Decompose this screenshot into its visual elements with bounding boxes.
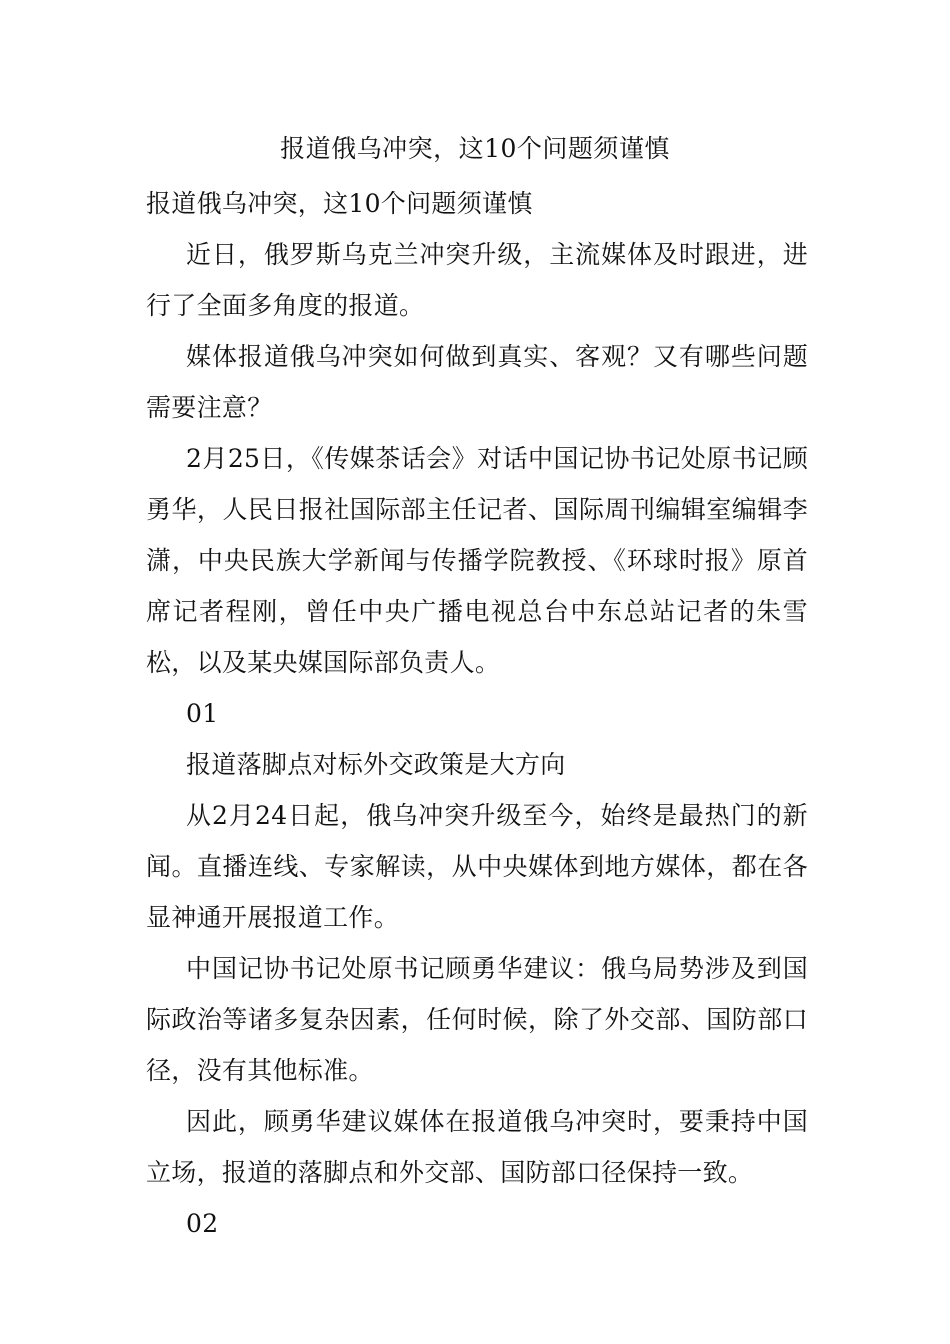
paragraph: 因此，顾勇华建议媒体在报道俄乌冲突时，要秉持中国立场，报道的落脚点和外交部、国防部口径保持一致。 <box>146 1107 808 1187</box>
paragraph: 媒体报道俄乌冲突如何做到真实、客观？又有哪些问题需要注意？ <box>146 342 808 422</box>
paragraph: 2月25日，《传媒茶话会》对话中国记协书记处原书记顾勇华，人民日报社国际部主任记者、国际周刊编辑室编辑李潇，中央民族大学新闻与传播学院教授、《环球时报》原首席记者程刚，曾任中央广播电视总台中东总站记者的朱雪松，以及某央媒国际部负责人。 <box>146 444 808 677</box>
section-number: 01 <box>186 699 219 728</box>
document-title: 报道俄乌冲突，这10个问题须谨慎 <box>280 134 670 163</box>
subtitle-paragraph: 报道俄乌冲突，这10个问题须谨慎 <box>146 189 533 218</box>
paragraph: 近日，俄罗斯乌克兰冲突升级，主流媒体及时跟进，进行了全面多角度的报道。 <box>146 240 808 320</box>
paragraph: 从2月24日起，俄乌冲突升级至今，始终是最热门的新闻。直播连线、专家解读，从中央媒体到地方媒体，都在各显神通开展报道工作。 <box>146 801 808 932</box>
paragraph: 中国记协书记处原书记顾勇华建议：俄乌局势涉及到国际政治等诸多复杂因素，任何时候，除了外交部、国防部口径，没有其他标准。 <box>146 954 808 1085</box>
section-heading: 报道落脚点对标外交政策是大方向 <box>186 750 566 779</box>
section-number: 02 <box>186 1209 219 1238</box>
document-body <box>146 178 808 1249</box>
